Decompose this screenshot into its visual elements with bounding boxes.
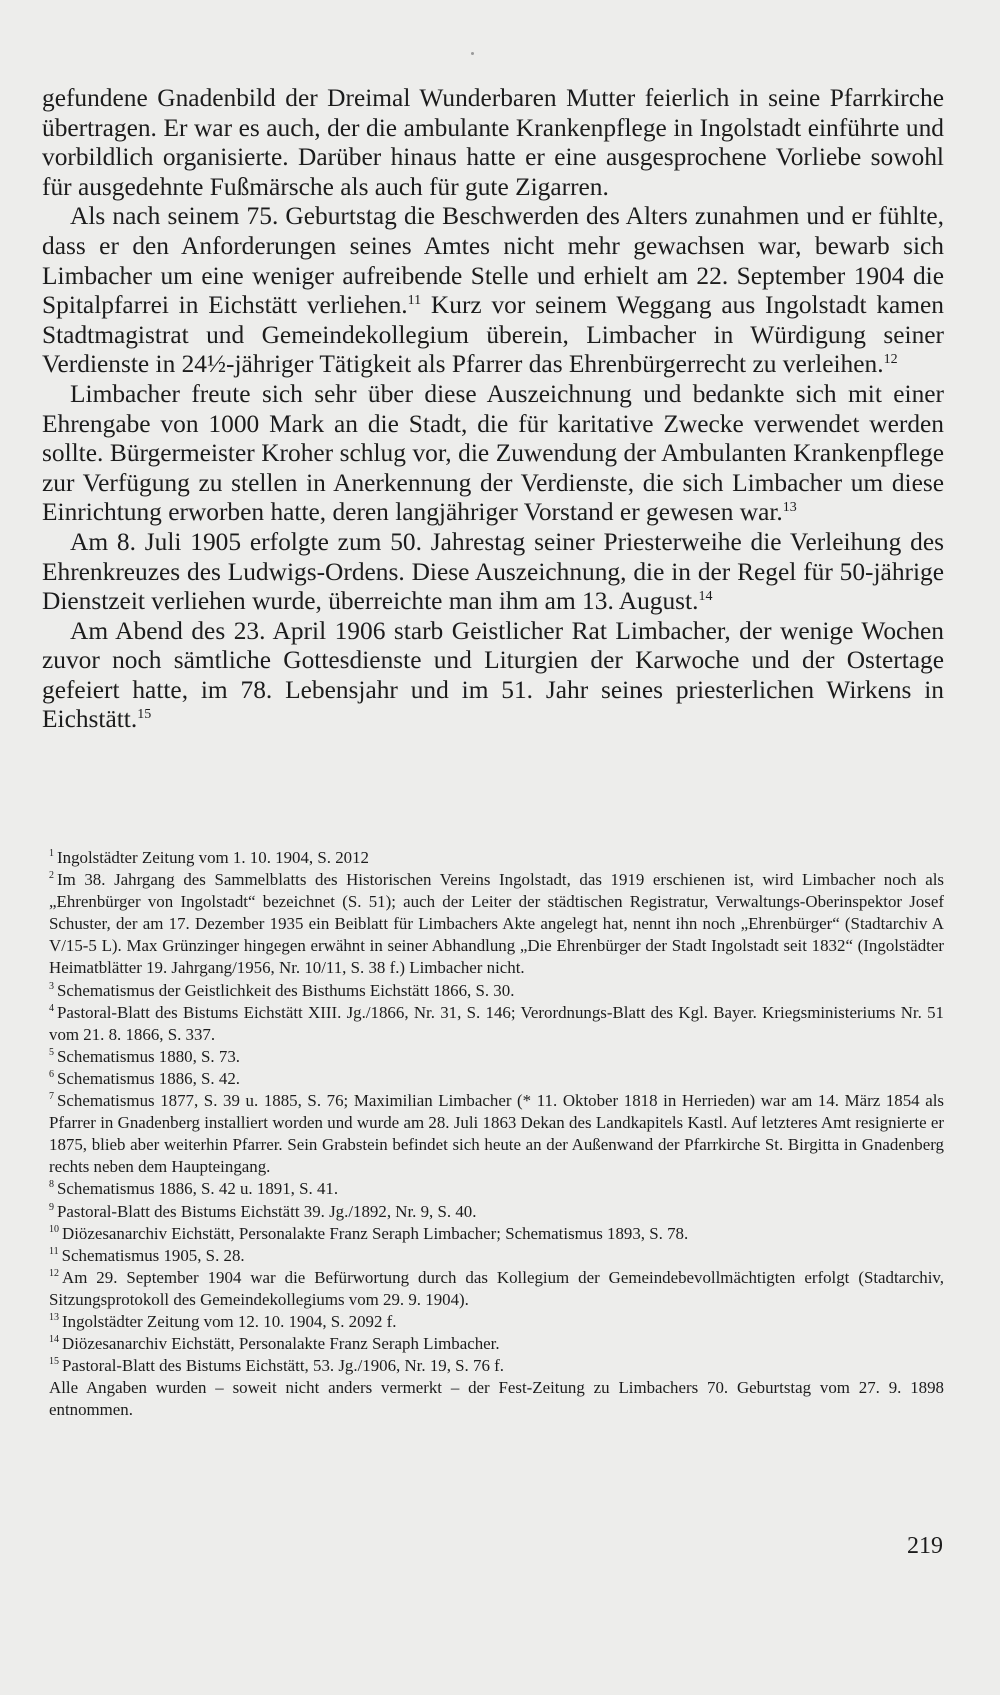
footnote-number: 1 bbox=[49, 848, 54, 859]
footnote-item bbox=[49, 847, 944, 869]
footnote-item bbox=[49, 980, 944, 1002]
footnote-item bbox=[49, 1311, 944, 1333]
footnote-number: 7 bbox=[49, 1091, 54, 1103]
body-paragraph bbox=[42, 202, 944, 380]
footnote-number: 9 bbox=[49, 1201, 54, 1213]
footnote-text: Diözesanarchiv Eichstätt, Personalakte Franz Seraph Limbacher. bbox=[62, 1334, 500, 1354]
body-text bbox=[42, 84, 944, 735]
paragraph-text: Limbacher freute sich sehr über diese Auszeichnung und bedankte sich mit einer Ehrengabe von 1000 Mark an die Stadt, die für karitative Zwecke verwendet werden sollte. Bürgermeister Kroher schlug vor, die Zuwendung der Ambulanten Krankenpflege zur Verfügung zu stellen in Anerkennung der Verdienste, die sich Limbacher um diese Einrichtung erworben hatte, deren langjähriger Vorstand er gewesen war. bbox=[42, 379, 944, 527]
footnote-item bbox=[49, 1002, 944, 1046]
footnote-item bbox=[49, 1223, 944, 1245]
footnote-text: Diözesanarchiv Eichstätt, Personalakte Franz Seraph Limbacher; Schematismus 1893, S. 78. bbox=[62, 1223, 689, 1243]
footnote-item bbox=[49, 1178, 944, 1200]
page-number: 219 bbox=[907, 1533, 943, 1559]
paragraph-text: Als nach seinem 75. Geburtstag die Beschwerden des Alters zunahmen und er fühlte, dass er den Anforderungen seines Amtes nicht mehr gewachsen war, bewarb sich Limbacher um eine weniger aufreibende Stelle und erhielt am 22. September 1904 die Spitalpfarrei in Eichstätt verliehen. bbox=[42, 202, 944, 320]
footnote-number: 5 bbox=[49, 1046, 54, 1058]
footnote-reference: 11 bbox=[407, 293, 422, 309]
footnote-text: Schematismus der Geistlichkeit des Bisthums Eichstätt 1866, S. 30. bbox=[57, 980, 515, 1000]
footnote-reference: 13 bbox=[782, 500, 797, 516]
footnote-text: Pastoral-Blatt des Bistums Eichstätt 39. Jg./1892, Nr. 9, S. 40. bbox=[57, 1201, 477, 1221]
footnote-number: 14 bbox=[49, 1334, 59, 1346]
footnote-item bbox=[49, 1377, 944, 1421]
footnote-item bbox=[49, 1245, 944, 1267]
footnote-number: 4 bbox=[49, 1002, 54, 1014]
footnote-text: Pastoral-Blatt des Bistums Eichstätt, 53. Jg./1906, Nr. 19, S. 76 f. bbox=[62, 1356, 504, 1376]
footnote-item bbox=[49, 1355, 944, 1377]
footnote-text: Pastoral-Blatt des Bistums Eichstätt XIII. Jg./1866, Nr. 31, S. 146; Verordnungs-Blatt des Kgl. Bayer. Kriegsministeriums Nr. 51 vom 21. 8. 1866, S. 337. bbox=[49, 1002, 944, 1044]
footnote-text: Am 29. September 1904 war die Befürwortung durch das Kollegium der Gemeindebevollmächtigten erfolgt (Stadtarchiv, Sitzungsprotokoll des Gemeindekollegiums vom 29. 9. 1904). bbox=[49, 1267, 944, 1309]
footnote-text: Alle Angaben wurden – soweit nicht anders vermerkt – der Fest-Zeitung zu Limbachers 70. Geburtstag vom 27. 9. 1898 entnommen. bbox=[49, 1378, 944, 1420]
footnote-number: 13 bbox=[49, 1311, 59, 1323]
body-paragraph bbox=[42, 528, 944, 617]
footnote-number: 12 bbox=[49, 1267, 59, 1279]
scan-speck bbox=[471, 52, 474, 55]
footnote-item bbox=[49, 1090, 944, 1178]
footnote-text: Ingolstädter Zeitung vom 1. 10. 1904, S. 2012 bbox=[57, 848, 369, 867]
footnote-number: 10 bbox=[49, 1223, 59, 1235]
footnote-number: 8 bbox=[49, 1179, 54, 1191]
footnotes-section bbox=[49, 847, 944, 1421]
footnote-item bbox=[49, 1333, 944, 1355]
footnote-item bbox=[49, 1068, 944, 1090]
body-paragraph bbox=[42, 380, 944, 528]
body-paragraph bbox=[42, 617, 944, 735]
footnote-text: Schematismus 1880, S. 73. bbox=[57, 1046, 240, 1066]
footnote-item bbox=[49, 869, 944, 979]
footnote-item bbox=[49, 1201, 944, 1223]
footnote-item bbox=[49, 1267, 944, 1311]
footnote-text: Schematismus 1886, S. 42 u. 1891, S. 41. bbox=[57, 1179, 339, 1199]
paragraph-text: Am 8. Juli 1905 erfolgte zum 50. Jahrestag seiner Priesterweihe die Verleihung des Ehrenkreuzes des Ludwigs-Ordens. Diese Auszeichnung, die in der Regel für 50-jährige Dienstzeit verliehen wurde, überreichte man ihm am 13. August. bbox=[42, 527, 944, 616]
footnote-reference: 12 bbox=[883, 352, 898, 368]
footnote-text: Schematismus 1877, S. 39 u. 1885, S. 76; Maximilian Limbacher (* 11. Oktober 1818 in Herrieden) war am 14. März 1854 als Pfarrer in Gnadenberg installiert worden und wurde am 28. Juli 1863 Dekan des Landkapitels Kastl. Auf letzteres Amt resignierte er 1875, blieb aber weiterhin Pfarrer. Sein Grabstein befindet sich heute an der Außenwand der Pfarrkirche St. Birgitta in Gnadenberg rechts neben dem Haupteingang. bbox=[49, 1091, 944, 1177]
footnote-item bbox=[49, 1046, 944, 1068]
footnote-number: 3 bbox=[49, 980, 54, 992]
footnote-number: 2 bbox=[49, 870, 54, 882]
footnote-number: 6 bbox=[49, 1068, 54, 1080]
footnote-number: 11 bbox=[49, 1245, 59, 1257]
paragraph-text: Am Abend des 23. April 1906 starb Geistlicher Rat Limbacher, der wenige Wochen zuvor noch sämtliche Gottesdienste und Liturgien der Karwoche und der Ostertage gefeiert hatte, im 78. Lebensjahr und im 51. Jahr seines priesterlichen Wirkens in Eichstätt. bbox=[42, 616, 944, 734]
paragraph-text: gefundene Gnadenbild der Dreimal Wunderbaren Mutter feierlich in seine Pfarrkirche übertragen. Er war es auch, der die ambulante Krankenpflege in Ingolstadt einführte und vorbildlich organisierte. Darüber hinaus hatte er eine ausgesprochene Vorliebe sowohl für ausgedehnte Fußmärsche als auch für gute Zigarren. bbox=[42, 84, 944, 201]
body-paragraph bbox=[42, 84, 944, 202]
footnote-text: Schematismus 1886, S. 42. bbox=[57, 1068, 240, 1088]
paragraph-text: Kurz vor seinem Weggang aus Ingolstadt kamen Stadtmagistrat und Gemeindekollegium überein, Limbacher in Würdigung seiner Verdienste in 24½-jähriger Tätigkeit als Pfarrer das Ehrenbürgerrecht zu verleihen. bbox=[42, 291, 944, 379]
footnote-text: Ingolstädter Zeitung vom 12. 10. 1904, S. 2092 f. bbox=[62, 1311, 397, 1331]
footnote-reference: 14 bbox=[698, 589, 713, 605]
footnote-text: Im 38. Jahrgang des Sammelblatts des Historischen Vereins Ingolstadt, das 1919 erschienen ist, wird Limbacher noch als „Ehrenbürger von Ingolstadt“ bezeichnet (S. 51); auch der Leiter der städtischen Registratur, Verwaltungs-Oberinspektor Josef Schuster, der am 17. Dezember 1935 ein Beiblatt für Limbachers Akte angelegt hat, nennt ihn noch „Ehrenbürger“ (Stadtarchiv A V/15-5 L). Max Grünzinger hingegen erwähnt in seiner Abhandlung „Die Ehrenbürger der Stadt Ingolstadt seit 1832“ (Ingolstädter Heimatblätter 19. Jahrgang/1956, Nr. 10/11, S. 38 f.) Limbacher nicht. bbox=[49, 870, 944, 978]
footnote-text: Schematismus 1905, S. 28. bbox=[61, 1245, 245, 1265]
footnote-number: 15 bbox=[49, 1356, 59, 1368]
footnote-reference: 15 bbox=[137, 707, 152, 723]
